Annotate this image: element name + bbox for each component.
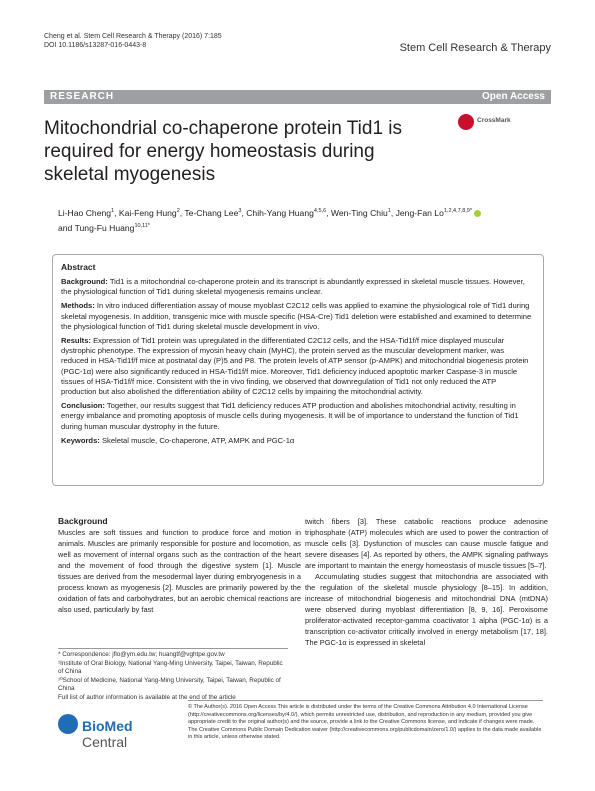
biomed-central-icon: [58, 714, 78, 734]
abstract-methods: [61, 301, 533, 332]
crossmark-label: CrossMark: [477, 117, 511, 124]
abstract-background: [61, 277, 533, 297]
author-affil: 10,11*: [134, 222, 150, 229]
author-info-note: Full list of author information is available at the end of the article: [58, 693, 236, 701]
citation-header: [44, 32, 222, 50]
abstract-conclusion: [61, 401, 533, 432]
affiliation-note: ¹⁰School of Medicine, National Yang-Ming University, Taipei, Taiwan, Republic of China: [58, 676, 281, 692]
doi-line: DOI 10.1186/s13287-016-0443-8: [44, 42, 147, 49]
publisher-name-b: Central: [82, 734, 128, 750]
author-affil: 2: [176, 208, 180, 214]
abstract-heading: Abstract: [61, 262, 96, 272]
body-column-left: [58, 516, 301, 615]
abstract-text: Together, our results suggest that Tid1 deficiency reduces ATP production and abolishes mitochondrial activity, resulting in energy imbalance and promoting apoptosis of muscle cells during myogenesis. It will be of importance to understand the function of Tid1 during human muscular dystrophy in the future.: [61, 401, 519, 431]
crossmark-badge[interactable]: [458, 114, 520, 130]
open-access-label: Open Access: [482, 91, 545, 102]
abstract-keywords: [61, 436, 533, 446]
affiliation-note: ¹Institute of Oral Biology, National Yang-Ming University, Taipei, Taiwan, Republic of China: [58, 659, 283, 675]
author-name: Te-Chang Lee: [184, 207, 239, 218]
publisher-logo: [58, 712, 178, 750]
crossmark-icon: [458, 114, 474, 130]
author-affil: 1: [387, 208, 391, 214]
author-name: Li-Hao Cheng: [58, 207, 112, 218]
footnotes: [58, 648, 288, 702]
body-paragraph: Muscles are soft tissues and function to produce force and motion in animals. Muscles are primarily responsible for posture and locomotion, as well as movement of internal organs such as the contraction of the heart and the movement of food through the digestive system [1]. Muscle tissues are derived from the mesodermal layer during embryogenesis in a process known as myogenesis [2]. Muscles are primarily powered by the oxidation of fats and carbohydrates, but an aerobic chemical reactions are also used, particularly by fast: [58, 528, 301, 614]
journal-name: Stem Cell Research & Therapy: [399, 42, 551, 54]
author-affil: 1,2,4,7,8,9*: [443, 208, 473, 214]
abstract-text: In vitro induced differentiation assay of mouse myoblast C2C12 cells was applied to examine the physiological role of Tid1 during skeletal myogenesis. In addition, transgenic mice with muscle specific (HSA-Cre) Tid1 deletion were established and examined to determine the physiological function of Tid1 during skeletal muscle development in vivo.: [61, 301, 532, 331]
author-affil: 4,5,6: [313, 208, 327, 214]
article-type-label: RESEARCH: [50, 91, 115, 102]
abstract-results: [61, 336, 533, 397]
publisher-wordmark: [82, 718, 178, 750]
section-heading: Background: [58, 516, 108, 526]
article-type-band: [44, 90, 551, 104]
abstract-text: Expression of Tid1 protein was upregulated in the differentiated C2C12 cells, and the HSA-Tid1f/f mice displayed muscular dystrophic phenotype. The expression of myosin heavy chain (MyHC), the protein served as the muscular development marker, was reduced in HSA-Tid1f/f mice at postnatal day (P)5 and P8. The protein levels of ATP sensor (p-AMPK) and mitochondrial biogenesis protein (PGC-1α) were also significantly reduced in HSA-Tid1f/f mice. Moreover, Tid1 deficiency induced apoptotic marker Caspase-3 in muscle tissues of HSA-Tid1f/f mice. Consistent with the in vivo finding, we observed that downregulation of Tid1 not only reduced the ATP production but also abolished the differentiation ability of C2C12 cells by impairing the mitochondrial activity.: [61, 336, 529, 397]
abstract-label: Results:: [61, 336, 91, 346]
citation-line: Cheng et al. Stem Cell Research & Therapy (2016) 7:185: [44, 33, 222, 40]
author-name: Wen-Ting Chiu: [330, 207, 388, 218]
correspondence-note: * Correspondence: jflo@ym.edu.tw; huangtf@vghtpe.gov.tw: [58, 651, 225, 658]
orcid-icon[interactable]: [474, 210, 481, 217]
abstract-text: Skeletal muscle, Co-chaperone, ATP, AMPK and PGC-1α: [101, 435, 295, 445]
author-name: Kai-Feng Hung: [118, 207, 177, 218]
abstract-body: [61, 277, 533, 450]
author-name: Chih-Yang Huang: [246, 207, 314, 218]
abstract-label: Conclusion:: [61, 401, 105, 411]
author-name: Tung-Fu Huang: [74, 222, 135, 233]
authors-and: and: [58, 222, 73, 233]
author-affil: 3: [238, 208, 242, 214]
license-text: © The Author(s). 2016 Open Access This article is distributed under the terms of the Creative Commons Attribution 4.0 International License (http://creativecommons.org/licenses/by/4.0/), which permits unrestricted use, distribution, and reproduction in any medium, provided you give appropriate credit to the original author(s) and the source, provide a link to the Creative Commons license, and indicate if changes were made. The Creative Commons Public Domain Dedication waiver (http://creativecommons.org/publicdomain/zero/1.0/) applies to the data made available in this article, unless otherwise stated.: [188, 700, 543, 742]
author-name: Jeng-Fan Lo: [395, 207, 444, 218]
author-list: Li-Hao Cheng$^1$, Kai-Feng Hung$^2$, Te-Chang Lee$^3$, Chih-Yang Huang$^{4,5,6}$, Wen-Ting Chiu$^1$, Jeng-Fan $Lo^{1,2,4,7,8,9*}$ and Tung-Fu Huang$^{10,11*}$: [58, 205, 528, 235]
abstract-text: Tid1 is a mitochondrial co-chaperone protein and its transcript is abundantly expressed in skeletal muscle tissues. However, the physiological function of Tid1 during skeletal myogenesis remains unclear.: [61, 277, 525, 297]
author-affil: 1: [111, 208, 115, 214]
body-paragraph: twitch fibers [3]. These catabolic reactions produce adenosine triphosphate (ATP) molecules which are used to power the contraction of muscle cells [3]. Dysfunction of muscles can cause muscle fatigue and severe diseases [4]. As reported by others, the AMPK signaling pathways are important to maintain the energy homeostasis of muscle tissues [5–7].: [305, 517, 548, 570]
abstract-label: Keywords:: [61, 435, 100, 445]
article-title: Mitochondrial co-chaperone protein Tid1 is required for energy homeostasis during skeletal myogenesis: [44, 118, 403, 185]
abstract-label: Methods:: [61, 301, 95, 311]
abstract-label: Background:: [61, 277, 108, 286]
body-column-right: [305, 516, 548, 648]
body-paragraph: Accumulating studies suggest that mitochondria are associated with the regulation of the skeletal muscle physiology [8–15]. In addition, increase of mitochondrial biogenesis and mitochondrial DNA (mtDNA) were observed during myoblast differentiation [8, 9, 16]. Peroxisome proliferator-activated receptor-gamma coactivator 1 alpha (PGC-1α) is a transcription co-activator critically involved in energy metabolism [17, 18]. The PGC-1α is expressed in skeletal: [305, 572, 548, 647]
abstract-box: [52, 254, 544, 486]
publisher-name-a: BioMed: [82, 718, 133, 734]
